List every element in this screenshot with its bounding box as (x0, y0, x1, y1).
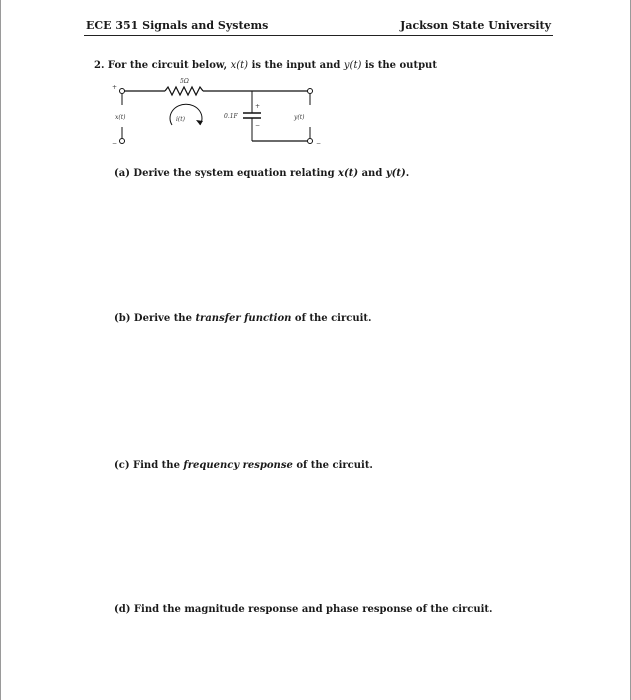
header-rule (84, 35, 553, 36)
problem-suffix: is the output (364, 60, 437, 71)
part-b-end: of the circuit. (294, 313, 372, 324)
part-a-end: . (405, 168, 410, 179)
part-c-label: (c) Find the (114, 460, 180, 471)
part-c-end: of the circuit. (296, 460, 373, 471)
right-bottom-terminal (308, 139, 313, 144)
part-b (114, 313, 372, 324)
problem-middle: is the input and (251, 60, 341, 71)
resistor-label: 5Ω (180, 78, 189, 85)
problem-statement (94, 60, 437, 71)
part-a-label: (a) Derive the system equation relating (114, 168, 335, 179)
part-a-and: and (361, 168, 383, 179)
output-symbol: y(t) (343, 60, 362, 71)
part-c (114, 460, 373, 471)
circuit-diagram (110, 75, 340, 155)
capacitor-label: 0.1F (224, 113, 238, 120)
part-a (114, 168, 409, 179)
part-c-emphasis: frequency response (183, 460, 293, 471)
part-b-emphasis: transfer function (195, 313, 292, 324)
course-title: ECE 351 Signals and Systems (86, 19, 269, 32)
output-label: y(t) (294, 114, 305, 121)
left-bottom-terminal (120, 139, 125, 144)
page-edge-left (0, 0, 1, 700)
problem-prefix: 2. For the circuit below, (94, 60, 228, 71)
part-b-label: (b) Derive the (114, 313, 192, 324)
part-a-x-symbol: x(t) (338, 168, 359, 179)
left-plus: + (112, 84, 118, 91)
part-d-label: (d) Find the magnitude response and phase response of the circuit. (114, 604, 493, 615)
right-top-terminal (308, 89, 313, 94)
university-name: Jackson State University (400, 19, 551, 32)
part-d (114, 604, 493, 615)
input-symbol: x(t) (230, 60, 249, 71)
part-a-y-symbol: y(t) (385, 168, 406, 179)
left-minus: − (112, 140, 118, 147)
left-top-terminal (120, 89, 125, 94)
capacitor-plus: + (255, 103, 261, 110)
current-loop (170, 104, 202, 125)
resistor-zigzag (165, 87, 203, 95)
current-label: i(t) (176, 116, 186, 123)
right-minus: − (316, 140, 322, 147)
input-label: x(t) (115, 114, 126, 121)
capacitor-minus: − (255, 122, 261, 129)
